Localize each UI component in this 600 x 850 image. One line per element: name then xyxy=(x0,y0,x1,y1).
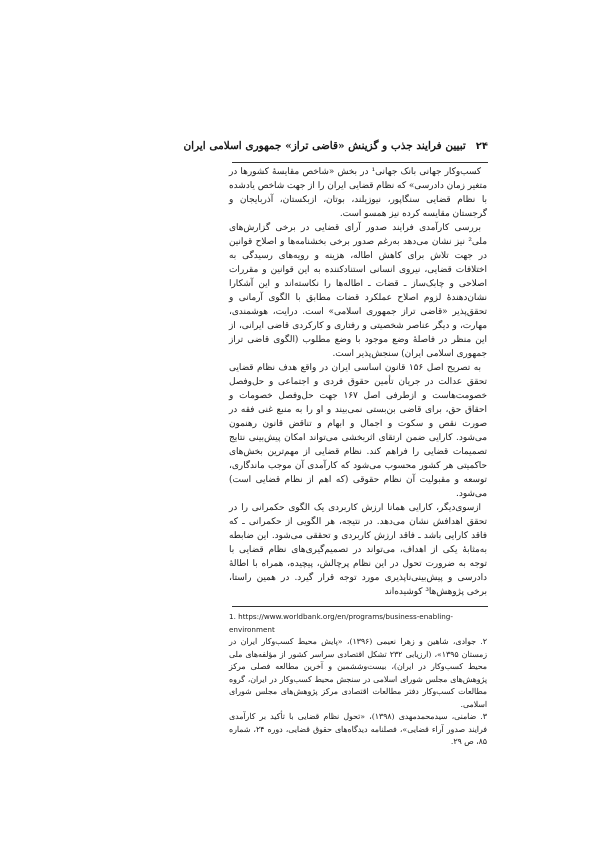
paragraph: به تصریح اصل ۱۵۶ قانون اساسی ایران در واقع هدف نظام قضایی تحقق عدالت در جریان تأمین حقوق فردی و اجتماعی و حل‌وفصل خصومت‌هاست و ازطرفی اصل ۱۶۷ جهت حل‌وفصل خصومات و احقاق حق، برای قاضی بن‌بستی نمی‌بیند و او را به منبع غنی فقه در صورت نقص و سکوت و اجمال و ابهام و تناقض قانون رهنمون می‌شود. کارایی ضمن ارتقای اثربخشی می‌تواند امکان پیش‌بینی نتایج تصمیمات قضایی را فراهم کند. نظام قضایی از مهم‌ترین بخش‌های حاکمیتی هر کشور محسوب می‌شود که کارآمدی آن موجب ماندگاری، توسعه و مقبولیت آن نظام حقوقی (که اهم از نظام قضایی است) می‌شود. xyxy=(229,363,487,499)
footnote-1-link[interactable]: 1. https://www.worldbank.org/en/programs/business-enabling-environment xyxy=(229,612,453,634)
page-number: ۲۴ xyxy=(475,140,488,152)
paragraph: بررسی کارآمدی فرایند صدور آرای قضایی در برخی گزارش‌های ملی² نیز نشان می‌دهد به‌رغم صدور برخی بخشنامه‌ها و اصلاح قوانین در جهت تلاش برای کاهش اطاله، هزینه و رویه‌های رسیدگی به اختلافات قضایی، نیروی انسانی استنادکننده به این قوانین و مقررات اصلاحی و چابک‌ساز ـ قضات ـ اطاله‌ها را نکاسته‌اند و این آشکارا نشان‌دهندهٔ لزوم اصلاح عملکرد قضات مطابق با الگوی آرمانی و تحقق‌پذیر «قاضی تراز جمهوری اسلامی» است. درایت، هوشمندی، مهارت، و دیگر عناصر شخصیتی و رفتاری و کارکردی قاضی ایرانی، از این منظر در فاصلهٔ وضع موجود با وضع مطلوب (الگوی قاضی تراز جمهوری اسلامی ایران) سنجش‌پذیر است. xyxy=(229,223,487,359)
footnote-rule xyxy=(232,606,488,607)
running-title: تبیین فرایند جذب و گزینش «قاضی تراز» جمهوری اسلامی ایران xyxy=(183,140,466,152)
footnotes xyxy=(229,611,487,749)
paragraph: کسب‌وکار جهانی بانک جهانی¹ در بخش «شاخص مقایسهٔ کشورها در متغیر زمان دادرسی» که نظام قضایی ایران را از جهت شاخص یادشده با نظام قضایی سنگاپور، نیوزیلند، بوتان، ازبکستان، آذربایجان و گرجستان مقایسه کرده نیز همسو است. xyxy=(229,167,487,219)
header-rule xyxy=(232,162,488,163)
footnote-2: ۲. جوادی، شاهین و زهرا نعیمی (۱۳۹۶)، «پایش محیط کسب‌وکار ایران در زمستان ۱۳۹۵»، (ارزیابی ۲۳۲ تشکل اقتصادی سراسر کشور از مؤلفه‌های ملی محیط کسب‌وکار در ایران)، بیست‌وششمین و آخرین مطالعه فصلی مرکز پژوهش‌های مجلس شورای اسلامی در سنجش محیط کسب‌وکار در ایران، گروه مطالعات کسب‌وکار دفتر مطالعات اقتصادی مرکز پژوهش‌های مجلس شورای اسلامی. xyxy=(229,637,487,709)
paragraph: ازسوی‌دیگر، کارایی همانا ارزش کاربردی یک الگوی حکمرانی را در تحقق اهدافش نشان می‌دهد. در نتیجه، هر الگویی از حکمرانی ـ که فاقد کارایی باشد ـ فاقد ارزش کاربردی و تحققی می‌شود. این ضابطه به‌مثابهٔ یکی از اهداف، می‌تواند در تصمیم‌گیری‌های نظام قضایی با توجه به ضرورت تحول در این نظام پرچالش، پیچیده، همراه با اطالهٔ دادرسی و پیش‌بینی‌ناپذیری مورد توجه قرار گیرد. در همین راستا، برخی پژوهش‌ها³ کوشیده‌اند xyxy=(229,503,487,597)
footnote-3: ۳. ضامنی، سیدمحمدمهدی (۱۳۹۸)، «تحول نظام قضایی با تأکید بر کارآمدی فرایند صدور آراء قضایی»، فصلنامه دیدگاه‌های حقوق قضایی، دوره ۲۴، شماره ۸۵، ص ۲۹. xyxy=(229,712,488,746)
body-text xyxy=(229,165,487,597)
running-header xyxy=(183,135,488,157)
